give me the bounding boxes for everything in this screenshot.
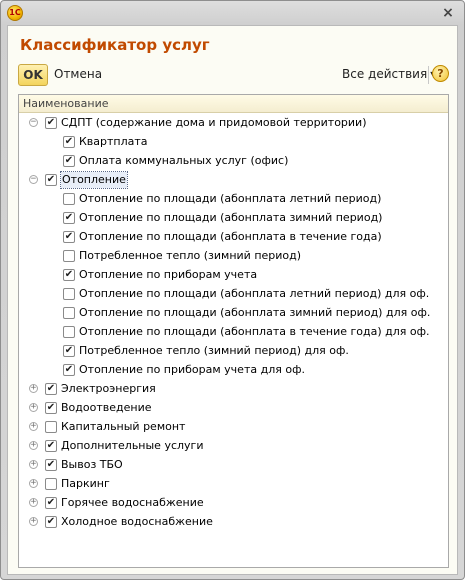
expand-icon[interactable]: + xyxy=(30,402,37,412)
tree-row-label: Отопление по площади (абонплата зимний период) для оф. xyxy=(79,306,431,319)
tree-row-label: Водоотведение xyxy=(61,401,152,414)
all-actions-label: Все действия xyxy=(342,67,428,81)
tree-row[interactable] xyxy=(19,456,448,475)
tree-row[interactable] xyxy=(19,380,448,399)
row-checkbox[interactable]: ✔ xyxy=(64,212,74,223)
tree-row-label: Отопление по площади (абонплата летний период) для оф. xyxy=(79,287,430,300)
row-checkbox[interactable]: ✔ xyxy=(46,516,56,527)
row-checkbox[interactable]: ✔ xyxy=(46,174,56,185)
row-checkbox[interactable] xyxy=(63,193,75,205)
row-checkbox[interactable]: ✔ xyxy=(46,117,56,128)
tree-row-label: Электроэнергия xyxy=(61,382,156,395)
tree-row[interactable] xyxy=(19,152,448,171)
row-checkbox[interactable] xyxy=(63,307,75,319)
row-checkbox[interactable]: ✔ xyxy=(64,269,74,280)
tree-row-label: Отопление по площади (абонплата летний период) xyxy=(79,192,382,205)
expand-icon[interactable]: + xyxy=(30,516,37,526)
tree-row-label: СДПТ (содержание дома и придомовой территории) xyxy=(61,116,367,129)
row-checkbox[interactable] xyxy=(63,250,75,262)
tree-row[interactable] xyxy=(19,114,448,133)
tree-row[interactable] xyxy=(19,285,448,304)
tree-row[interactable] xyxy=(19,399,448,418)
collapse-icon[interactable]: − xyxy=(30,117,37,127)
tree-row[interactable] xyxy=(19,247,448,266)
tree-row[interactable] xyxy=(19,494,448,513)
tree-row[interactable] xyxy=(19,437,448,456)
tree-row[interactable] xyxy=(19,323,448,342)
tree-row-label: Потребленное тепло (зимний период) для оф. xyxy=(79,344,349,357)
tree-row-label: Отопление по приборам учета xyxy=(79,268,258,281)
expand-icon[interactable]: + xyxy=(30,497,37,507)
title-bar xyxy=(1,1,464,25)
tree-row[interactable] xyxy=(19,418,448,437)
command-bar xyxy=(18,64,449,86)
tree-row-label: Отопление по площади (абонплата в течение года) xyxy=(79,230,382,243)
tree-row-label: Потребленное тепло (зимний период) xyxy=(79,249,302,262)
row-checkbox[interactable]: ✔ xyxy=(46,383,56,394)
form-content xyxy=(7,25,458,575)
tree-row-label: Квартплата xyxy=(79,135,148,148)
tree-row[interactable] xyxy=(19,133,448,152)
tree-row-label: Капитальный ремонт xyxy=(61,420,186,433)
tree-row-label: Отопление xyxy=(62,173,126,186)
toolbar-separator xyxy=(428,66,429,84)
tree-row-label: Паркинг xyxy=(61,477,110,490)
tree-row[interactable] xyxy=(19,475,448,494)
row-checkbox[interactable]: ✔ xyxy=(46,402,56,413)
tree-row[interactable] xyxy=(19,228,448,247)
row-checkbox[interactable]: ✔ xyxy=(64,345,74,356)
row-checkbox[interactable] xyxy=(63,288,75,300)
tree-row-label: Вывоз ТБО xyxy=(61,458,123,471)
tree-row[interactable] xyxy=(19,209,448,228)
expand-icon[interactable]: + xyxy=(30,440,37,450)
tree-row-label: Оплата коммунальных услуг (офис) xyxy=(79,154,289,167)
help-button[interactable]: ? xyxy=(432,65,449,82)
row-checkbox[interactable]: ✔ xyxy=(64,364,74,375)
tree-row[interactable] xyxy=(19,342,448,361)
tree-row[interactable] xyxy=(19,171,448,190)
tree-row[interactable] xyxy=(19,304,448,323)
tree-row-label: Горячее водоснабжение xyxy=(61,496,204,509)
close-button[interactable]: × xyxy=(442,5,454,21)
column-header-name[interactable]: Наименование xyxy=(19,95,448,113)
tree-row[interactable] xyxy=(19,266,448,285)
expand-icon[interactable]: + xyxy=(30,459,37,469)
app-logo-icon: 1C xyxy=(7,5,23,21)
tree-row-label: Отопление по площади (абонплата в течение года) для оф. xyxy=(79,325,430,338)
expand-icon[interactable]: + xyxy=(30,421,37,431)
expand-icon[interactable]: + xyxy=(30,383,37,393)
row-checkbox[interactable]: ✔ xyxy=(46,440,56,451)
row-checkbox[interactable] xyxy=(63,326,75,338)
row-checkbox[interactable]: ✔ xyxy=(46,497,56,508)
tree-row-label: Отопление по площади (абонплата зимний период) xyxy=(79,211,383,224)
form-title: Классификатор услуг xyxy=(20,36,210,54)
cancel-button[interactable]: Отмена xyxy=(54,67,103,81)
tree-row[interactable] xyxy=(19,190,448,209)
tree-row-label: Отопление по приборам учета для оф. xyxy=(79,363,305,376)
tree-row[interactable] xyxy=(19,361,448,380)
row-checkbox[interactable]: ✔ xyxy=(64,155,74,166)
tree-row-label: Холодное водоснабжение xyxy=(61,515,213,528)
row-checkbox[interactable]: ✔ xyxy=(64,136,74,147)
row-checkbox[interactable] xyxy=(45,421,57,433)
services-tree[interactable] xyxy=(18,94,449,568)
row-checkbox[interactable] xyxy=(45,478,57,490)
row-checkbox[interactable]: ✔ xyxy=(64,231,74,242)
all-actions-menu[interactable] xyxy=(342,67,436,81)
tree-row[interactable] xyxy=(19,513,448,532)
tree-row-label: Дополнительные услуги xyxy=(61,439,204,452)
ok-button[interactable]: OK xyxy=(18,64,48,86)
expand-icon[interactable]: + xyxy=(30,478,37,488)
collapse-icon[interactable]: − xyxy=(30,174,37,184)
row-checkbox[interactable]: ✔ xyxy=(46,459,56,470)
